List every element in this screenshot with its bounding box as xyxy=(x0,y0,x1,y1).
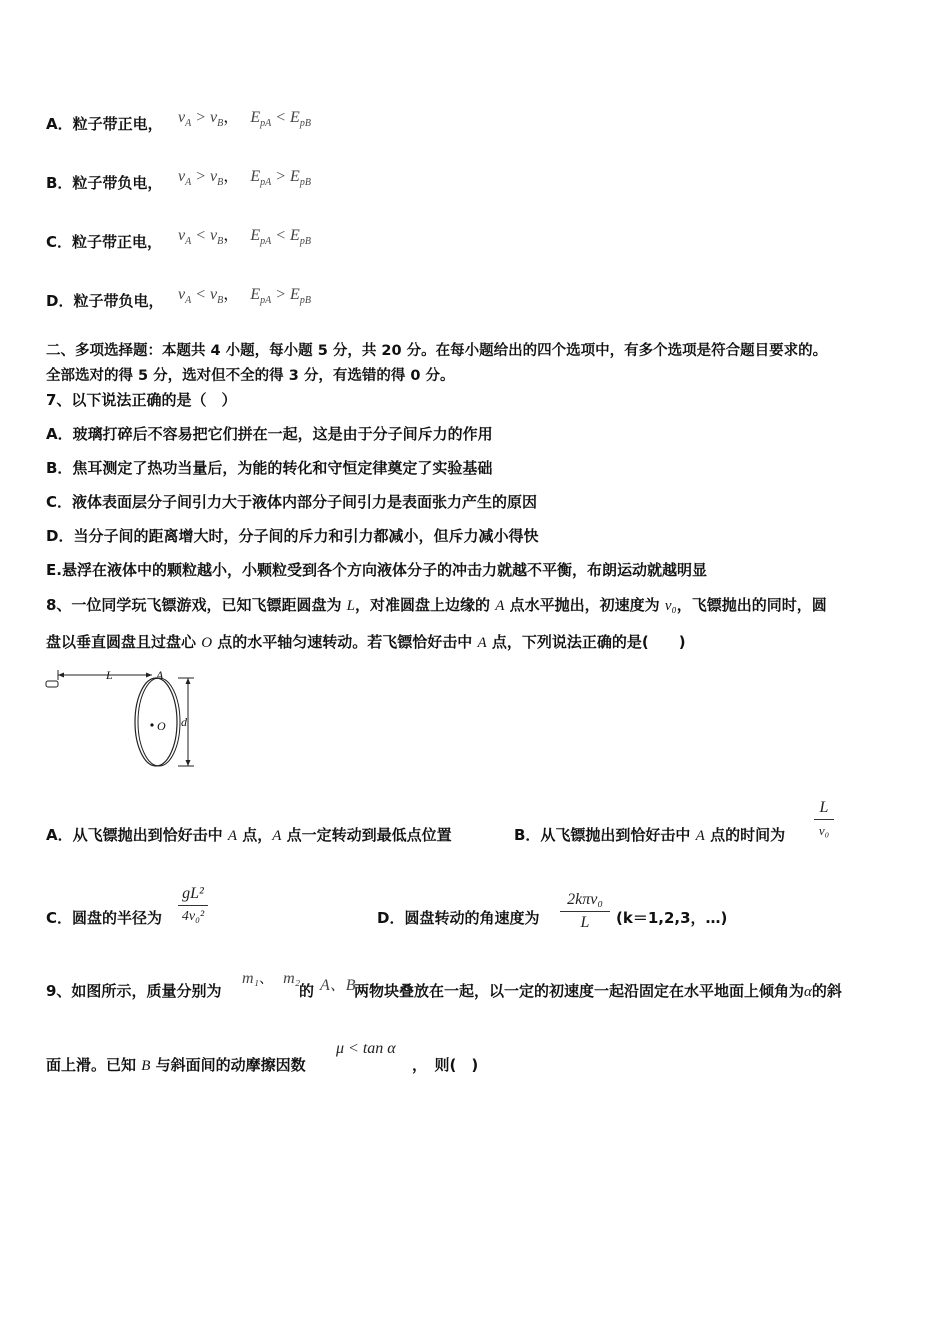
section2-heading-line2: 全部选对的得 5 分，选对但不全的得 3 分，有选错的得 0 分。 xyxy=(46,368,455,384)
q6-option-a-math: $v_A > v_B$， $E_{pA} < E_{pB}$ xyxy=(178,107,311,129)
q8-option-b: B．从飞镖抛出到恰好击中 A 点的时间为 xyxy=(514,826,786,844)
figure-label-A: A xyxy=(156,668,164,682)
q9-stem-line2: 面上滑。已知 B 与斜面间的动摩擦因数 xyxy=(46,1056,306,1074)
q7-option-e: E.悬浮在液体中的颗粒越小，小颗粒受到各个方向液体分子的冲击力就越不平衡，布朗运动就越明显 xyxy=(46,561,707,579)
q9-stem-line1: 9、如图所示，质量分别为 xyxy=(46,982,222,1000)
q8-option-c-fraction: gL² 4v₀² xyxy=(178,884,208,927)
q6-option-c-math: $v_A < v_B$， $E_{pA} < E_{pB}$ xyxy=(178,225,311,247)
q8-option-c: C．圆盘的半径为 xyxy=(46,909,163,927)
q7-option-a: A．玻璃打碎后不容易把它们拼在一起，这是由于分子间斥力的作用 xyxy=(46,425,493,443)
q6-option-c-label: C．粒子带正电， xyxy=(46,233,163,251)
q9-friction-condition: μ < tan α xyxy=(336,1040,396,1057)
q6-option-b xyxy=(46,172,162,193)
q8-dart-disc-figure xyxy=(44,664,204,778)
dart-shape xyxy=(46,681,58,687)
q9-stem-line1-mid: 的 xyxy=(299,982,315,1000)
q6-option-b-label: B．粒子带负电， xyxy=(46,174,163,192)
q9-stem-line1-end: 两物块叠放在一起，以一定的初速度一起沿固定在水平地面上倾角为α的斜 xyxy=(354,982,842,1000)
q6-option-a-label: A．粒子带正电， xyxy=(46,115,163,133)
q9-masses: m₁、 m₂ xyxy=(242,970,301,987)
q6-option-c xyxy=(46,231,162,252)
q6-option-d-math: $v_A < v_B$， $E_{pA} > E_{pB}$ xyxy=(178,284,311,306)
q8-stem-line2: 盘以垂直圆盘且过盘心 O 点的水平轴匀速转动。若飞镖恰好击中 A 点，下列说法正确的是( ) xyxy=(46,633,686,651)
disc-shape xyxy=(135,678,177,766)
figure-label-d: d xyxy=(181,715,187,729)
q8-option-d: D．圆盘转动的角速度为 xyxy=(377,909,540,927)
figure-label-O: O xyxy=(157,719,166,733)
q7-stem: 7、以下说法正确的是（ ） xyxy=(46,391,237,409)
q8-option-a: A．从飞镖抛出到恰好击中 A 点，A 点一定转动到最低点位置 xyxy=(46,826,452,844)
q7-option-c: C．液体表面层分子间引力大于液体内部分子间引力是表面张力产生的原因 xyxy=(46,493,538,511)
q8-stem-line1: 8、一位同学玩飞镖游戏，已知飞镖距圆盘为 L，对准圆盘上边缘的 A 点水平抛出，初速度为 v₀，飞镖抛出的同时，圆 xyxy=(46,596,827,614)
section2-heading-line1: 二、多项选择题：本题共 4 小题，每小题 5 分，共 20 分。在每小题给出的四个选项中，有多个选项是符合题目要求的。 xyxy=(46,343,828,359)
q6-option-b-math: $v_A > v_B$， $E_{pA} > E_{pB}$ xyxy=(178,166,311,188)
q6-option-d xyxy=(46,290,163,311)
q8-option-d-fraction: 2kπv₀ L xyxy=(560,890,610,933)
q7-option-d: D．当分子间的距离增大时，分子间的斥力和引力都减小，但斥力减小得快 xyxy=(46,527,539,545)
q6-option-d-label: D．粒子带负电， xyxy=(46,292,164,310)
q7-option-b: B．焦耳测定了热功当量后，为能的转化和守恒定律奠定了实验基础 xyxy=(46,459,493,477)
q9-stem-line2-end: ， 则( ) xyxy=(412,1056,479,1074)
q8-option-b-fraction: L v₀ xyxy=(814,798,834,841)
q8-option-d-tail: (k＝1,2,3，…) xyxy=(616,909,728,927)
disc-center-point xyxy=(150,723,153,726)
figure-label-L: L xyxy=(106,668,113,682)
q6-option-a xyxy=(46,113,163,134)
q9-blocks-ab: A、B xyxy=(320,977,356,994)
